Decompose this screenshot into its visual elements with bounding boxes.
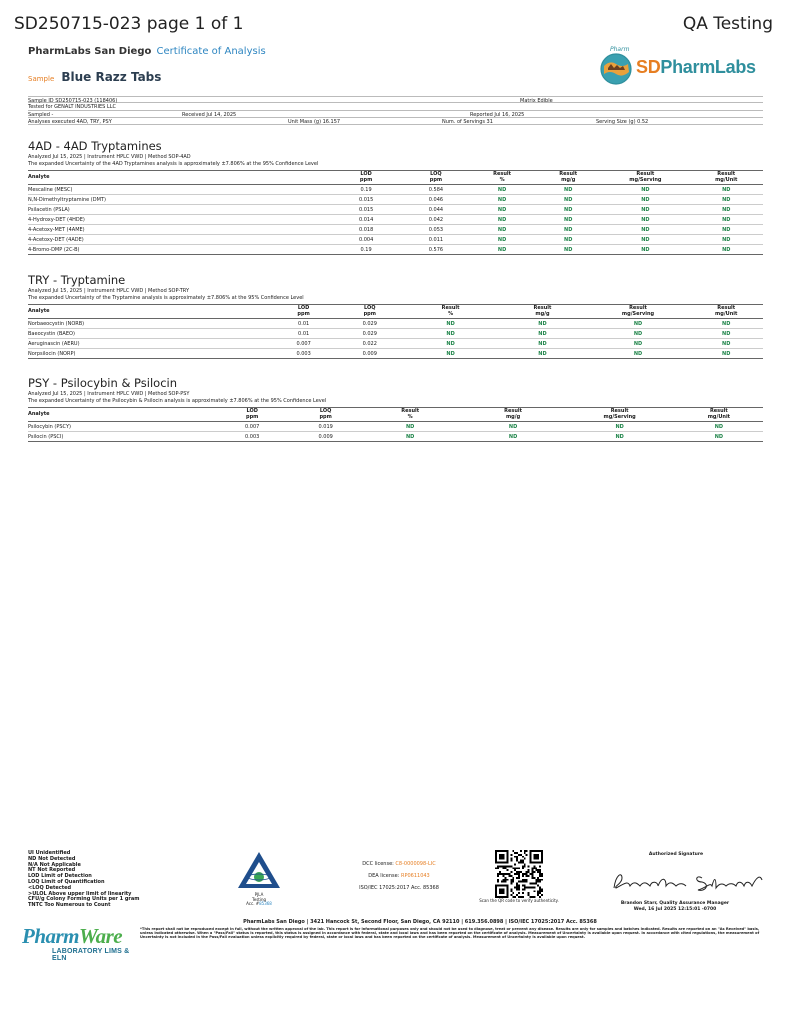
cell-mgserv: ND <box>587 339 690 349</box>
cell-mgunit: ND <box>689 205 763 215</box>
cell-mgserv: ND <box>601 195 689 205</box>
cell-analyte: Aeruginascin (AERU) <box>28 339 271 349</box>
legend-item: NT Not Reported <box>28 867 76 874</box>
analyses-executed: Analyses executed 4AD, TRY, PSY <box>28 118 112 125</box>
col-result-mgserv: Result mg/Serving <box>587 305 690 319</box>
cell-mgg: ND <box>498 329 586 339</box>
cell-lod: 0.015 <box>329 205 403 215</box>
signer-block <box>600 901 750 912</box>
logo-pharmlabs: PharmLabs <box>660 57 756 77</box>
cell-analyte: Norpsilocin (NORP) <box>28 349 271 359</box>
dea-license: DEA license: RP0611043 <box>368 873 430 879</box>
sdpharmlabs-logo <box>596 48 764 88</box>
signer-name: Brandon Starr, Quality Assurance Manager <box>620 901 730 906</box>
cell-pct: ND <box>403 319 499 329</box>
cell-mgunit: ND <box>689 319 763 329</box>
signature-date: Wed, 16 Jul 2025 12:15:01 -0700 <box>633 906 717 912</box>
pharmware-tagline: LABORATORY LIMS & ELN <box>52 948 130 962</box>
legend-item: ND Not Detected <box>28 855 76 862</box>
table-body <box>28 185 763 255</box>
cell-mgunit: ND <box>689 235 763 245</box>
col-result-pct: Result % <box>469 171 535 185</box>
document-type: QA Testing <box>682 14 773 34</box>
cell-lod: 0.014 <box>329 215 403 225</box>
cell-analyte: 4-Acetoxy-DET (4ADE) <box>28 235 329 245</box>
cell-mgunit: ND <box>689 185 763 195</box>
cell-lod: 0.015 <box>329 195 403 205</box>
cell-pct: ND <box>469 225 535 235</box>
table-row <box>28 329 763 339</box>
info-row <box>28 103 763 110</box>
sample-id: Sample ID SD250715-023 (118406) <box>28 98 118 104</box>
iso-accreditation: ISO/IEC 17025:2017 Acc. 85368 <box>359 885 439 891</box>
cell-mgunit: ND <box>689 215 763 225</box>
cell-pct: ND <box>469 245 535 255</box>
sample-info-block <box>28 96 763 125</box>
info-row <box>28 96 763 103</box>
cell-loq: 0.042 <box>403 215 469 225</box>
cell-lod: 0.003 <box>212 432 293 442</box>
cell-mgserv: ND <box>587 349 690 359</box>
col-analyte: Analyte <box>28 408 212 422</box>
cell-loq: 0.009 <box>337 349 403 359</box>
cell-loq: 0.576 <box>403 245 469 255</box>
sampled: Sampled - <box>28 111 54 118</box>
col-loq: LOQ ppm <box>293 408 359 422</box>
col-result-mgg: Result mg/g <box>535 171 601 185</box>
cell-analyte: N,N-Dimethyltryptamine (DMT) <box>28 195 329 205</box>
cell-pct: ND <box>359 422 462 432</box>
cell-mgg: ND <box>462 422 565 432</box>
legend-item: N/A Not Applicable <box>28 861 81 868</box>
table-row <box>28 319 763 329</box>
table-row <box>28 225 763 235</box>
document-title: SD250715-023 page 1 of 1 <box>14 14 244 34</box>
cell-pct: ND <box>469 215 535 225</box>
col-analyte: Analyte <box>28 305 271 319</box>
info-row <box>28 111 763 118</box>
sample-tag: Sample <box>28 75 55 83</box>
section-psy <box>28 376 763 442</box>
logo-small-text: Pharm <box>610 46 630 53</box>
cell-mgserv: ND <box>565 422 675 432</box>
col-loq: LOQ ppm <box>337 305 403 319</box>
cell-lod: 0.004 <box>329 235 403 245</box>
cell-mgg: ND <box>498 319 586 329</box>
col-lod: LOD ppm <box>329 171 403 185</box>
num-servings: Num. of Servings 31 <box>442 118 493 125</box>
cell-loq: 0.029 <box>337 319 403 329</box>
col-result-pct: Result % <box>359 408 462 422</box>
cell-pct: ND <box>469 185 535 195</box>
table-row <box>28 195 763 205</box>
table-row <box>28 245 763 255</box>
table-body <box>28 422 763 442</box>
table-row <box>28 432 763 442</box>
cell-mgg: ND <box>535 195 601 205</box>
section-uncertainty: The expanded Uncertainty of the Psilocybin & Psilocin analysis is approximately ±7.806% at the 95% Confidence Level <box>28 398 327 404</box>
table-header-row <box>28 408 763 422</box>
cell-loq: 0.019 <box>293 422 359 432</box>
cell-mgg: ND <box>498 339 586 349</box>
cell-lod: 0.19 <box>329 185 403 195</box>
results-table <box>28 170 763 255</box>
col-result-mgg: Result mg/g <box>462 408 565 422</box>
col-result-mgserv: Result mg/Serving <box>565 408 675 422</box>
qr-caption: Scan the QR code to verify authenticity. <box>479 898 559 903</box>
cell-analyte: Psilocin (PSCI) <box>28 432 212 442</box>
cell-mgg: ND <box>535 235 601 245</box>
signature-title: Authorized Signature <box>648 852 704 857</box>
cell-lod: 0.01 <box>271 319 337 329</box>
results-table <box>28 304 763 359</box>
results-table <box>28 407 763 442</box>
cell-lod: 0.19 <box>329 245 403 255</box>
tested-for: Tested for GENALT INDUSTRIES LLC <box>28 104 116 111</box>
table-header-row <box>28 305 763 319</box>
cell-pct: ND <box>469 195 535 205</box>
abbreviation-legend <box>28 851 140 909</box>
cell-mgg: ND <box>462 432 565 442</box>
cell-loq: 0.029 <box>337 329 403 339</box>
cell-lod: 0.007 <box>271 339 337 349</box>
lab-address: PharmLabs San Diego | 3421 Hancock St, Second Floor, San Diego, CA 92110 | 619.356.0898 | ISO/IEC 17025:2017 Acc. 85368 <box>243 919 597 925</box>
col-result-mgunit: Result mg/Unit <box>675 408 763 422</box>
disclaimer: *This report shall not be reproduced except in full, without the written approval of the lab. This report is for informational purposes only and should not be used to diagnose, treat or prevent any disease. Results are only for samples and batches indicated. Results are reported on an "As Received" basis, unless indicated otherwise. When a "Pass/Fail" status is reported, this status is assigned in accordance with federal, state and local laws and has been reported on the certificate of analysis. Measurement of Uncertainty is available upon request. In accordance with cited regulations, the measurement of Uncertainty is not included in the Pass/Fail evaluation unless explicitly required by federal, state or local laws and has been reported on the certificate of analysis. Measurement of Uncertainty is available upon request. <box>140 927 760 939</box>
cell-mgserv: ND <box>565 432 675 442</box>
cell-mgunit: ND <box>689 329 763 339</box>
cell-analyte: 4-Hydroxy-DET (4HDE) <box>28 215 329 225</box>
section-uncertainty: The expanded Uncertainty of the Tryptamine analysis is approximately ±7.806% at the 95% Confidence Level <box>28 295 304 301</box>
legend-item: UI Unidentified <box>28 850 71 856</box>
table-row <box>28 339 763 349</box>
license-block <box>344 858 454 894</box>
cell-analyte: Norbaeocystin (NORB) <box>28 319 271 329</box>
serving-size: Serving Size (g) 0.52 <box>596 118 649 125</box>
sample-line <box>28 66 161 85</box>
legend-item: TNTC Too Numerous to Count <box>28 902 111 909</box>
cell-mgg: ND <box>498 349 586 359</box>
handwritten-signature <box>610 866 770 896</box>
cell-loq: 0.009 <box>293 432 359 442</box>
cell-loq: 0.022 <box>337 339 403 349</box>
cell-mgg: ND <box>535 245 601 255</box>
cell-lod: 0.003 <box>271 349 337 359</box>
legend-item: >ULOL Above upper limit of linearity <box>28 890 132 897</box>
cell-pct: ND <box>469 235 535 245</box>
section-try <box>28 273 763 359</box>
section-meta: Analyzed Jul 15, 2025 | Instrument HPLC VWD | Method SOP-PSY <box>28 391 190 397</box>
cell-pct: ND <box>469 205 535 215</box>
section-title: TRY - Tryptamine <box>28 273 126 287</box>
cell-mgg: ND <box>535 215 601 225</box>
section-title: PSY - Psilocybin & Psilocin <box>28 376 178 390</box>
cell-mgserv: ND <box>587 329 690 339</box>
cell-pct: ND <box>359 432 462 442</box>
lab-line <box>28 46 266 57</box>
col-analyte: Analyte <box>28 171 329 185</box>
cell-mgunit: ND <box>675 432 763 442</box>
globe-logo-icon <box>596 50 636 86</box>
table-row <box>28 422 763 432</box>
table-row <box>28 349 763 359</box>
cell-analyte: 4-Bromo-DMP (2C-B) <box>28 245 329 255</box>
cell-lod: 0.018 <box>329 225 403 235</box>
cell-mgunit: ND <box>675 422 763 432</box>
cell-analyte: Psilacetin (PSLA) <box>28 205 329 215</box>
pharmware-wordmark: PharmWare <box>22 924 123 948</box>
col-lod: LOD ppm <box>271 305 337 319</box>
cell-analyte: Baeocystin (BAEO) <box>28 329 271 339</box>
logo-sd: SD <box>636 57 661 77</box>
section-uncertainty: The expanded Uncertainty of the 4AD Tryptamines analysis is approximately ±7.806% at the 95% Confidence Level <box>28 161 319 167</box>
cell-lod: 0.007 <box>212 422 293 432</box>
legend-item: LOD Limit of Detection <box>28 873 92 880</box>
col-result-mgserv: Result mg/Serving <box>601 171 689 185</box>
cell-mgserv: ND <box>587 319 690 329</box>
section-title: 4AD - 4AD Tryptamines <box>28 139 162 153</box>
cell-mgunit: ND <box>689 349 763 359</box>
page-header <box>14 14 773 40</box>
col-result-mgg: Result mg/g <box>498 305 586 319</box>
pharmware-logo <box>22 924 142 960</box>
cell-mgunit: ND <box>689 225 763 235</box>
pjla-label <box>232 893 286 907</box>
section-meta: Analyzed Jul 15, 2025 | Instrument HPLC VWD | Method SOP-TRY <box>28 288 189 294</box>
cell-mgunit: ND <box>689 339 763 349</box>
col-result-mgunit: Result mg/Unit <box>689 305 763 319</box>
matrix: Matrix Edible <box>520 98 553 104</box>
cell-mgserv: ND <box>601 185 689 195</box>
cell-loq: 0.044 <box>403 205 469 215</box>
cell-mgserv: ND <box>601 215 689 225</box>
legend-item: <LOQ Detected <box>28 884 72 891</box>
cell-mgg: ND <box>535 185 601 195</box>
dcc-license: DCC license: C8-0000098-LIC <box>362 861 436 867</box>
cell-loq: 0.046 <box>403 195 469 205</box>
table-row <box>28 235 763 245</box>
info-row <box>28 118 763 125</box>
logo-text <box>636 57 756 78</box>
cell-mgserv: ND <box>601 225 689 235</box>
cell-mgg: ND <box>535 205 601 215</box>
cell-mgg: ND <box>535 225 601 235</box>
legend-item: LOQ Limit of Quantification <box>28 878 105 885</box>
reported: Reported Jul 16, 2025 <box>470 111 525 118</box>
cell-loq: 0.053 <box>403 225 469 235</box>
cell-mgserv: ND <box>601 235 689 245</box>
lab-name: PharmLabs San Diego <box>28 46 152 57</box>
cell-mgserv: ND <box>601 245 689 255</box>
section-meta: Analyzed Jul 15, 2025 | Instrument HPLC VWD | Method SOP-4AD <box>28 154 191 160</box>
cell-mgserv: ND <box>601 205 689 215</box>
table-body <box>28 319 763 359</box>
section-4ad <box>28 139 763 255</box>
sample-name: Blue Razz Tabs <box>61 70 162 84</box>
unit-mass: Unit Mass (g) 16.157 <box>288 118 341 125</box>
table-row <box>28 185 763 195</box>
cell-analyte: Mescaline (MESC) <box>28 185 329 195</box>
coa-label: Certificate of Analysis <box>156 46 266 57</box>
col-result-mgunit: Result mg/Unit <box>689 171 763 185</box>
table-header-row <box>28 171 763 185</box>
cell-analyte: Psilocybin (PSCY) <box>28 422 212 432</box>
cell-pct: ND <box>403 329 499 339</box>
table-row <box>28 215 763 225</box>
cell-mgunit: ND <box>689 245 763 255</box>
col-loq: LOQ ppm <box>403 171 469 185</box>
cell-pct: ND <box>403 339 499 349</box>
pjla-acc: Acc. #85368 <box>246 901 272 907</box>
col-lod: LOD ppm <box>212 408 293 422</box>
qr-code-icon[interactable] <box>495 850 543 898</box>
table-row <box>28 205 763 215</box>
pjla-name: PJLA <box>254 892 264 897</box>
cell-lod: 0.01 <box>271 329 337 339</box>
received: Received Jul 14, 2025 <box>182 111 237 118</box>
cell-analyte: 4-Acetoxy-MET (4AME) <box>28 225 329 235</box>
cell-mgunit: ND <box>689 195 763 205</box>
cell-loq: 0.584 <box>403 185 469 195</box>
col-result-pct: Result % <box>403 305 499 319</box>
pjla-testing: Testing <box>251 896 267 902</box>
legend-item: CFU/g Colony Forming Units per 1 gram <box>28 896 140 903</box>
cell-pct: ND <box>403 349 499 359</box>
cell-loq: 0.011 <box>403 235 469 245</box>
